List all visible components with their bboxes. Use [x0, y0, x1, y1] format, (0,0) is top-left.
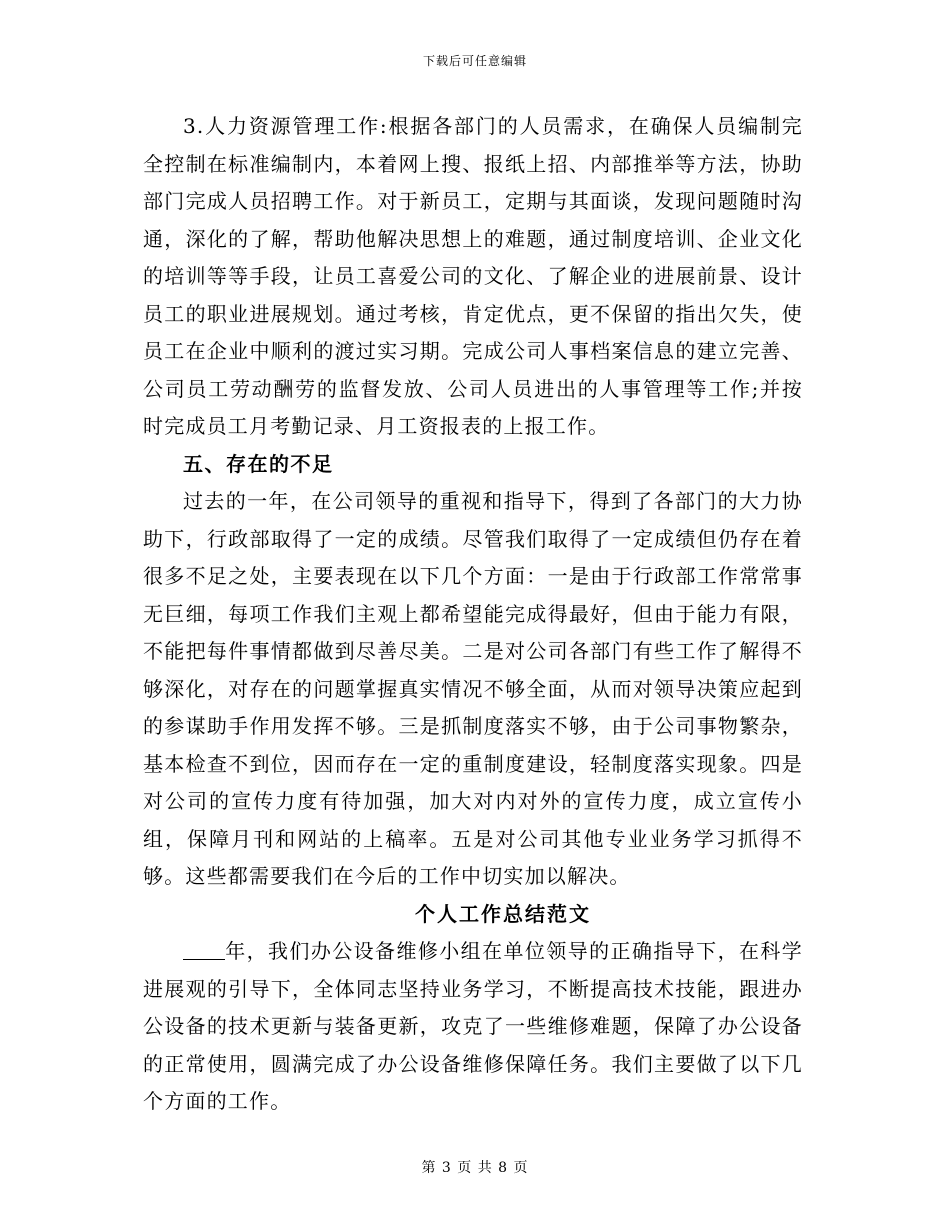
- article-title: 个人工作总结范文: [415, 901, 591, 926]
- hr-management-paragraph: 3.人力资源管理工作:根据各部门的人员需求，在确保人员编制完全控制在标准编制内，本着网上搜、报纸上招、内部推举等方法，协助部门完成人员招聘工作。对于新员工，定期与其面谈，发现问题随时沟通，深化的了解，帮助他解决思想上的难题，通过制度培训、企业文化的培训等等手段，让员工喜爱公司的文化、了解企业的进展前景、设计员工的职业进展规划。通过考核，肯定优点，更不保留的指出欠失，使员工在企业中顺利的渡过实习期。完成公司人事档案信息的建立完善、公司员工劳动酬劳的监督发放、公司人员进出的人事管理等工作;并按时完成员工月考勤记录、月工资报表的上报工作。: [143, 114, 803, 438]
- document-body: [143, 108, 803, 1121]
- intro-paragraph-text: 年，我们办公设备维修小组在单位领导的正确指导下，在科学进展观的引导下，全体同志坚持业务学习，不断提高技术技能，跟进办公设备的技术更新与装备更新，攻克了一些维修难题，保障了办公设备的正常使用，圆满完成了办公设备维修保障任务。我们主要做了以下几个方面的工作。: [143, 939, 803, 1113]
- page-header: 下载后可任意编辑: [422, 54, 527, 68]
- year-blank: [183, 941, 225, 960]
- section-heading-deficiencies: 五、存在的不足: [183, 451, 334, 476]
- deficiency-paragraph: 过去的一年，在公司领导的重视和指导下，得到了各部门的大力协助下，行政部取得了一定的成绩。尽管我们取得了一定成绩但仍存在着很多不足之处，主要表现在以下几个方面：一是由于行政部工作常常事无巨细，每项工作我们主观上都希望能完成得最好，但由于能力有限，不能把每件事情都做到尽善尽美。二是对公司各部门有些工作了解得不够深化，对存在的问题掌握真实情况不够全面，从而对领导决策应起到的参谋助手作用发挥不够。三是抓制度落实不够，由于公司事物繁杂，基本检查不到位，因而存在一定的重制度建设，轻制度落实现象。四是对公司的宣传力度有待加强，加大对内对外的宣传力度，成立宣传小组，保障月刊和网站的上稿率。五是对公司其他专业业务学习抓得不够。这些都需要我们在今后的工作中切实加以解决。: [143, 489, 803, 888]
- page-footer: 第 3 页 共 8 页: [421, 1160, 529, 1176]
- intro-paragraph: [143, 933, 803, 1121]
